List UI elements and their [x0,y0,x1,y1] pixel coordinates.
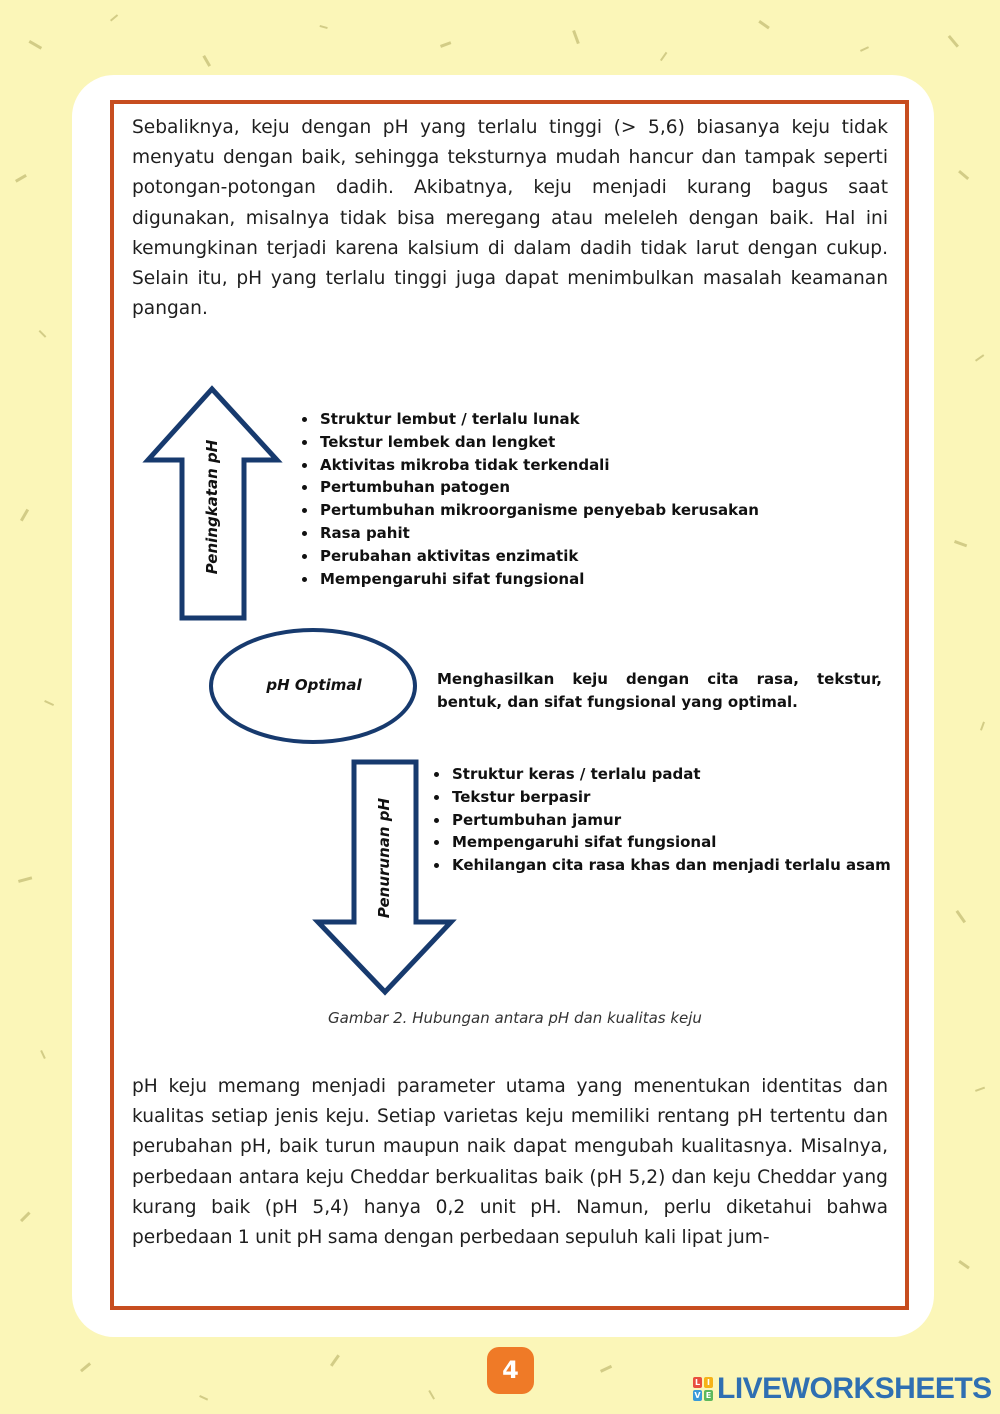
liveworksheets-logo[interactable] [693,1372,992,1406]
decrease-effects-list [432,763,905,877]
list-item: • Kehilangan cita rasa khas dan menjadi terlalu asam [450,854,905,877]
increase-arrow-label: Peningkatan pH [203,439,221,575]
intro-paragraph: Sebaliknya, keju dengan pH yang terlalu tinggi (> 5,6) biasanya keju tidak menyatu dengan baik, sehingga teksturnya mudah hancur dan tampak seperti potongan-potongan dadih. Akibatnya, keju menjadi kurang bagus saat digunakan, misalnya tidak bisa meregang atau meleleh dengan baik. Hal ini kemungkinan terjadi karena kalsium di dalam dadih tidak larut dengan cukup. Selain itu, pH yang terlalu tinggi juga dapat menimbulkan masalah keamanan pangan. [132,117,888,320]
list-item: • Aktivitas mikroba tidak terkendali [318,454,818,477]
figure-caption: Gambar 2. Hubungan antara pH dan kualitas keju [328,1009,702,1027]
optimal-description: Menghasilkan keju dengan cita rasa, tekstur, bentuk, dan sifat fungsional yang optimal. [437,670,882,711]
list-item: • Perubahan aktivitas enzimatik [318,545,818,568]
list-item: • Tekstur lembek dan lengket [318,431,818,454]
logo-letter: E [705,1391,712,1400]
logo-letter: V [694,1391,701,1400]
logo-letter: I [704,1377,713,1388]
list-item: • Mempengaruhi sifat fungsional [318,568,818,591]
liveworksheets-icon [693,1376,715,1402]
closing-paragraph: pH keju memang menjadi parameter utama yang menentukan identitas dan kualitas setiap jenis keju. Setiap varietas keju memiliki rentang pH tertentu dan perubahan pH, baik turun maupun naik dapat mengubah kualitasnya. Misalnya, perbedaan antara keju Cheddar berkualitas baik (pH 5,2) dan keju Cheddar yang kurang baik (pH 5,4) hanya 0,2 unit pH. Namun, perlu diketahui bahwa perbedaan 1 unit pH sama dengan perbedaan sepuluh kali lipat jum- [132,1076,888,1249]
list-item: • Rasa pahit [318,522,818,545]
list-item: • Pertumbuhan jamur [450,809,905,832]
list-item: • Mempengaruhi sifat fungsional [450,831,905,854]
increase-effects-list [300,408,818,590]
list-item: • Pertumbuhan mikroorganisme penyebab kerusakan [318,499,818,522]
list-item: • Pertumbuhan patogen [318,476,818,499]
list-item: • Struktur keras / terlalu padat [450,763,905,786]
list-item: • Struktur lembut / terlalu lunak [318,408,818,431]
page-number-badge: 4 [487,1347,534,1394]
brand-name: LIVEWORKSHEETS [717,1372,992,1405]
decrease-arrow-label: Penurunan pH [375,797,393,919]
logo-letter: L [694,1378,701,1387]
optimal-label: pH Optimal [266,676,362,694]
list-item: • Tekstur berpasir [450,786,905,809]
